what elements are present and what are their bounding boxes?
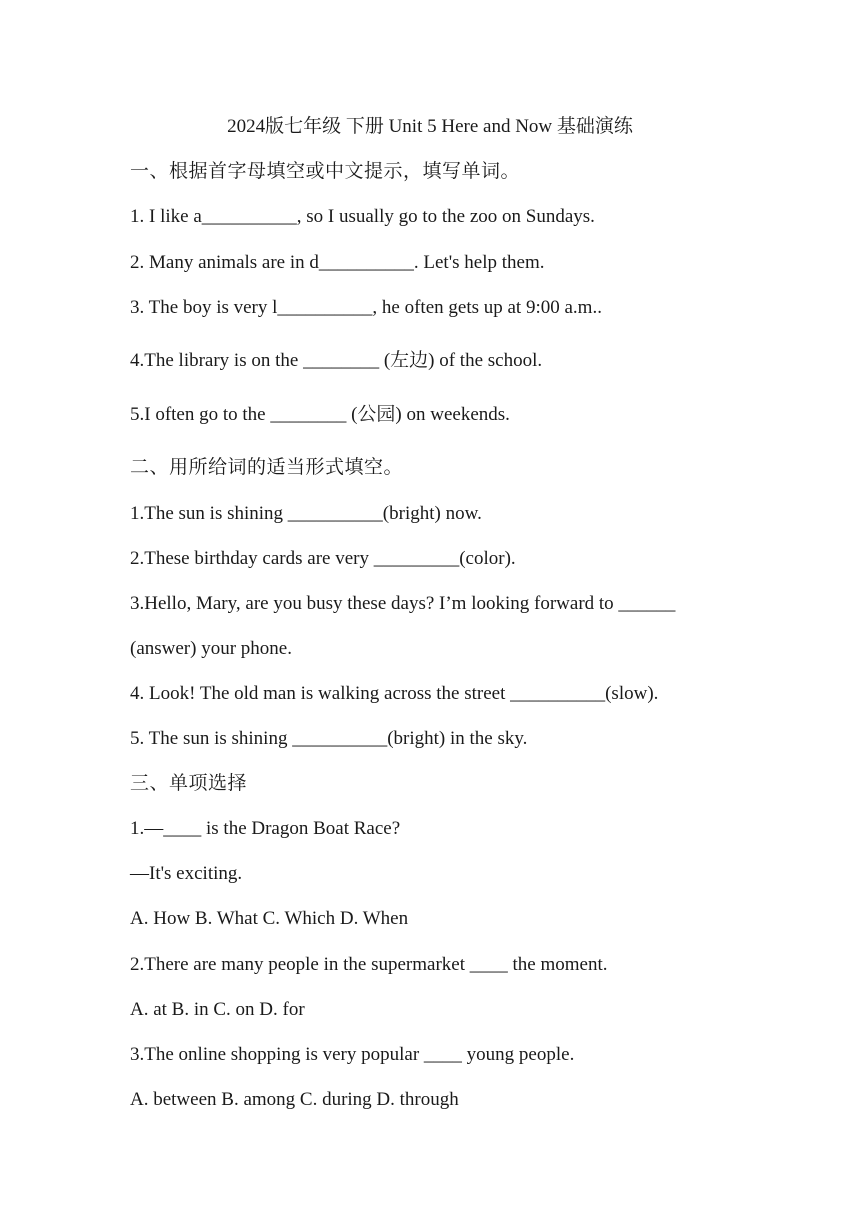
section3-q1-options: A. How B. What C. Which D. When (130, 908, 409, 929)
section1-item-5: 5.I often go to the ________ (公园) on weekends. (130, 404, 510, 425)
section2-item-1: 1.The sun is shining __________(bright) now. (130, 503, 482, 524)
section3-heading: 三、单项选择 (130, 773, 248, 794)
section3-q3: 3.The online shopping is very popular ____ young people. (130, 1044, 575, 1065)
section2-item-4: 4. Look! The old man is walking across the street __________(slow). (130, 683, 659, 704)
section1-item-4: 4.The library is on the ________ (左边) of the school. (130, 350, 543, 371)
document-title: 2024版七年级 下册 Unit 5 Here and Now 基础演练 (227, 116, 633, 137)
section1-item-1: 1. I like a__________, so I usually go to the zoo on Sundays. (130, 206, 595, 227)
section3-q3-options: A. between B. among C. during D. through (130, 1089, 459, 1110)
section1-heading: 一、根据首字母填空或中文提示，填写单词。 (130, 161, 521, 182)
section1-item-3: 3. The boy is very l__________, he often gets up at 9:00 a.m.. (130, 297, 602, 318)
section2-heading: 二、用所给词的适当形式填空。 (130, 457, 404, 478)
section2-item-2: 2.These birthday cards are very _________(color). (130, 548, 516, 569)
section3-q2-options: A. at B. in C. on D. for (130, 999, 305, 1020)
section1-item-2: 2. Many animals are in d__________. Let's help them. (130, 252, 545, 273)
section2-item-5: 5. The sun is shining __________(bright) in the sky. (130, 728, 528, 749)
section3-q1: 1.—____ is the Dragon Boat Race? (130, 818, 401, 839)
section2-item-3: 3.Hello, Mary, are you busy these days? I’m looking forward to ______ (130, 593, 676, 614)
section3-q1-answer: —It's exciting. (130, 863, 243, 884)
section2-item-3-cont: (answer) your phone. (130, 638, 292, 659)
section3-q2: 2.There are many people in the supermarket ____ the moment. (130, 954, 608, 975)
